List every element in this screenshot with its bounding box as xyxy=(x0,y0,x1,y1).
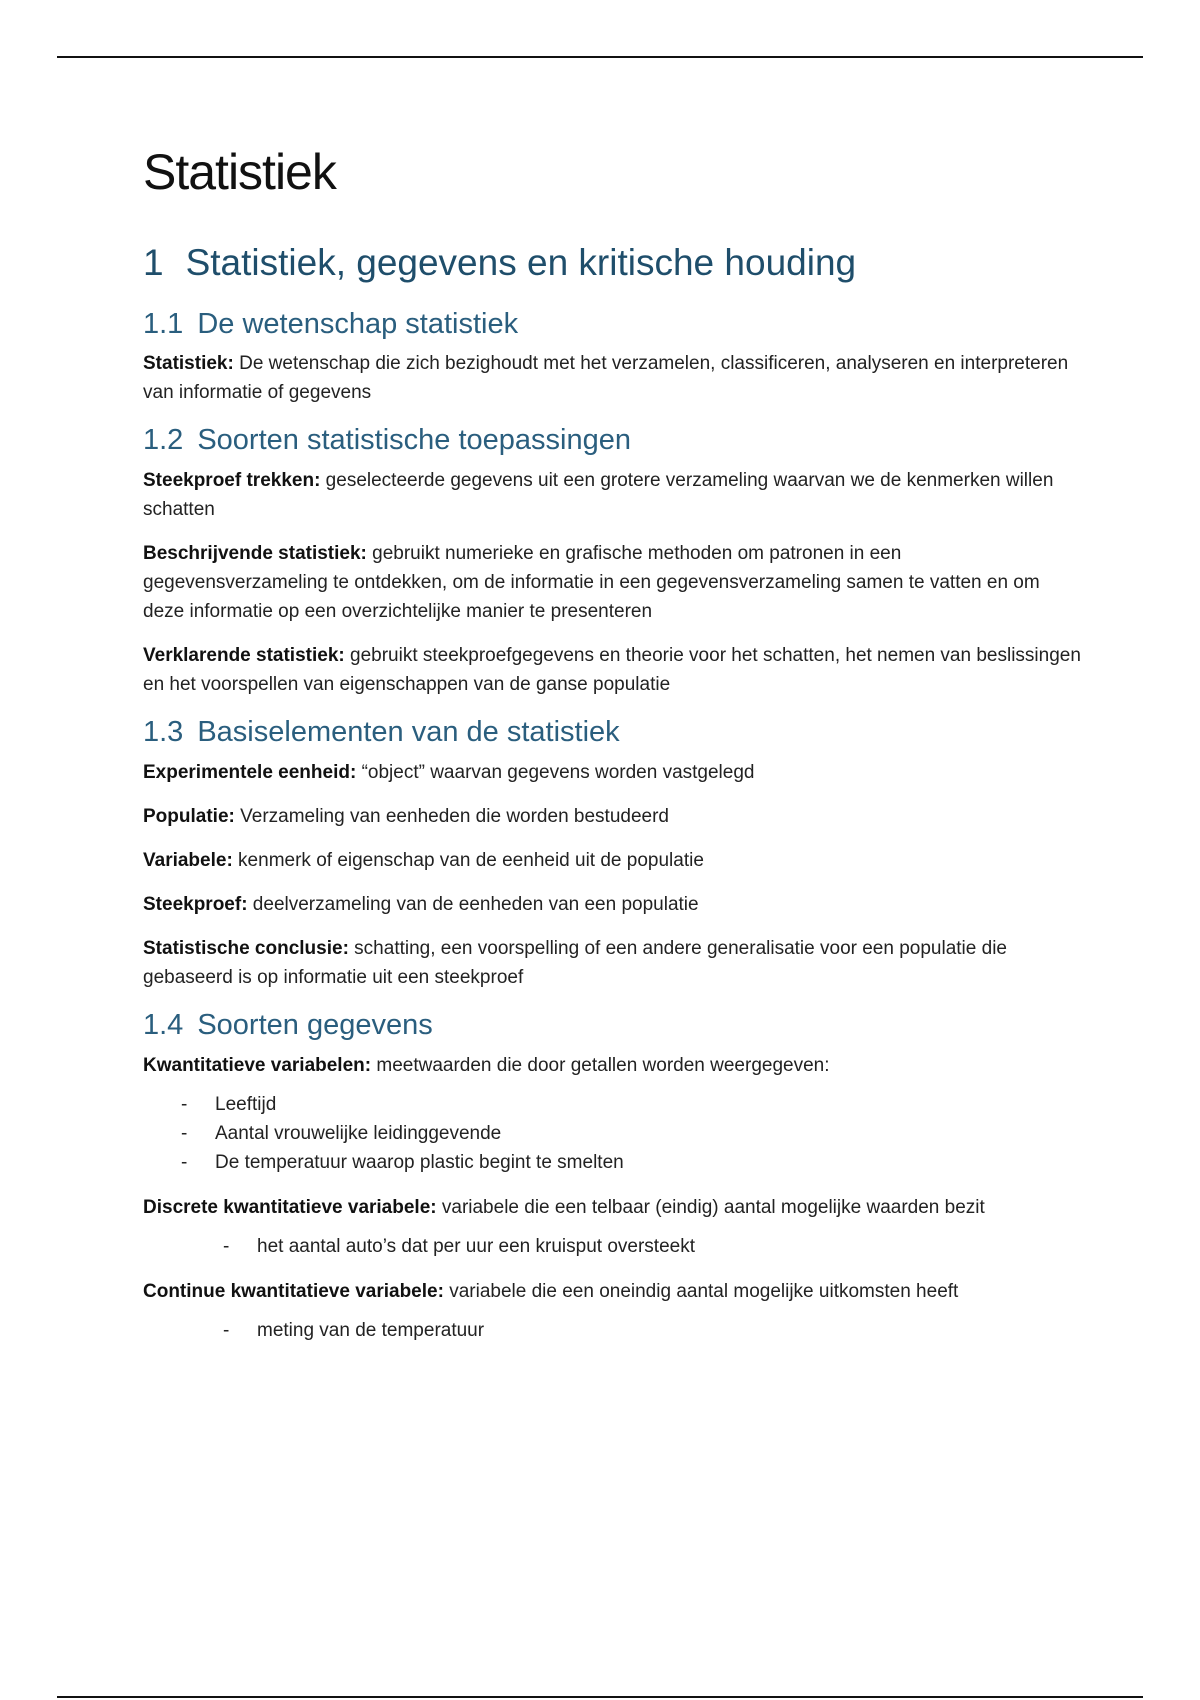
definition-text: variabele die een oneindig aantal mogelijke uitkomsten heeft xyxy=(443,1280,959,1302)
section-title: Soorten statistische toepassingen xyxy=(197,424,631,457)
document-page xyxy=(143,145,1083,1361)
definition-variabele xyxy=(143,846,1083,875)
section-heading-1-3 xyxy=(143,715,1083,750)
definition-text: deelverzameling van de eenheden van een populatie xyxy=(247,893,699,915)
definition-term: Experimentele eenheid: xyxy=(143,761,357,783)
discrete-examples-list xyxy=(143,1232,1083,1261)
definition-text: Verzameling van eenheden die worden bestudeerd xyxy=(234,805,669,827)
section-title: Basiselementen van de statistiek xyxy=(197,716,620,749)
definition-experimentele-eenheid xyxy=(143,758,1083,787)
definition-term: Continue kwantitatieve variabele: xyxy=(143,1280,444,1302)
definition-term: Statistiek: xyxy=(143,353,234,375)
document-title: Statistiek xyxy=(143,144,336,200)
chapter-title: Statistiek, gegevens en kritische houding xyxy=(185,242,857,283)
definition-text: gebruikt steekproefgegevens en theorie voor het schatten, het nemen van beslissingen en het voorspellen van eigenschappen van de ganse populatie xyxy=(143,645,1081,696)
definition-statistiek xyxy=(143,349,1083,407)
definition-discrete-variabele xyxy=(143,1193,1083,1222)
section-heading-1-2 xyxy=(143,423,1083,458)
definition-text: variabele die een telbaar (eindig) aantal mogelijke waarden bezit xyxy=(436,1196,985,1218)
definition-populatie xyxy=(143,802,1083,831)
definition-continue-variabele xyxy=(143,1277,1083,1306)
definition-text: geselecteerde gegevens uit een grotere verzameling waarvan we de kenmerken willen schatten xyxy=(143,470,1054,521)
list-item: - De temperatuur waarop plastic begint te smelten xyxy=(143,1148,1083,1177)
definition-beschrijvende-statistiek xyxy=(143,539,1083,626)
footer-rule xyxy=(57,1696,1143,1698)
chapter-heading xyxy=(143,242,1083,285)
definition-term: Beschrijvende statistiek: xyxy=(143,543,367,565)
definition-kwantitatieve-variabelen xyxy=(143,1051,1083,1080)
section-number: 1.3 xyxy=(143,716,184,749)
definition-term: Kwantitatieve variabelen: xyxy=(143,1054,372,1076)
definition-term: Verklarende statistiek: xyxy=(143,645,345,667)
list-item: - het aantal auto’s dat per uur een kruisput oversteekt xyxy=(143,1232,1083,1261)
header-rule xyxy=(57,56,1143,58)
continuous-examples-list xyxy=(143,1316,1083,1345)
definition-term: Steekproef trekken: xyxy=(143,470,321,492)
definition-text: kenmerk of eigenschap van de eenheid uit de populatie xyxy=(232,849,704,871)
definition-statistische-conclusie xyxy=(143,934,1083,992)
list-item: - Leeftijd xyxy=(143,1090,1083,1119)
definition-text: gebruikt numerieke en grafische methoden om patronen in een gegevensverzameling te ontdekken, om de informatie in een gegevensverzameling samen te vatten en om deze informatie op een overzichtelijke manier te presenteren xyxy=(143,543,1040,623)
section-heading-1-4 xyxy=(143,1008,1083,1043)
definition-text: schatting, een voorspelling of een andere generalisatie voor een populatie die gebaseerd is op informatie uit een steekproef xyxy=(143,937,1007,988)
section-number: 1.1 xyxy=(143,307,184,340)
definition-steekproef xyxy=(143,890,1083,919)
section-title: De wetenschap statistiek xyxy=(197,307,519,340)
definition-text: De wetenschap die zich bezighoudt met het verzamelen, classificeren, analyseren en interpreteren van informatie of gegevens xyxy=(143,353,1069,404)
definition-term: Populatie: xyxy=(143,805,235,827)
list-item: - Aantal vrouwelijke leidinggevende xyxy=(143,1119,1083,1148)
chapter-number: 1 xyxy=(143,242,164,283)
definition-text: “object” waarvan gegevens worden vastgelegd xyxy=(356,761,755,783)
section-number: 1.2 xyxy=(143,424,184,457)
definition-steekproef-trekken xyxy=(143,466,1083,524)
definition-term: Steekproef: xyxy=(143,893,248,915)
list-item: - meting van de temperatuur xyxy=(143,1316,1083,1345)
quantitative-examples-list xyxy=(143,1090,1083,1177)
section-heading-1-1 xyxy=(143,307,1083,342)
definition-term: Statistische conclusie: xyxy=(143,937,349,959)
definition-verklarende-statistiek xyxy=(143,641,1083,699)
definition-term: Discrete kwantitatieve variabele: xyxy=(143,1196,437,1218)
definition-text: meetwaarden die door getallen worden weergegeven: xyxy=(371,1054,830,1076)
section-number: 1.4 xyxy=(143,1008,184,1041)
section-title: Soorten gegevens xyxy=(197,1008,433,1041)
definition-term: Variabele: xyxy=(143,849,233,871)
